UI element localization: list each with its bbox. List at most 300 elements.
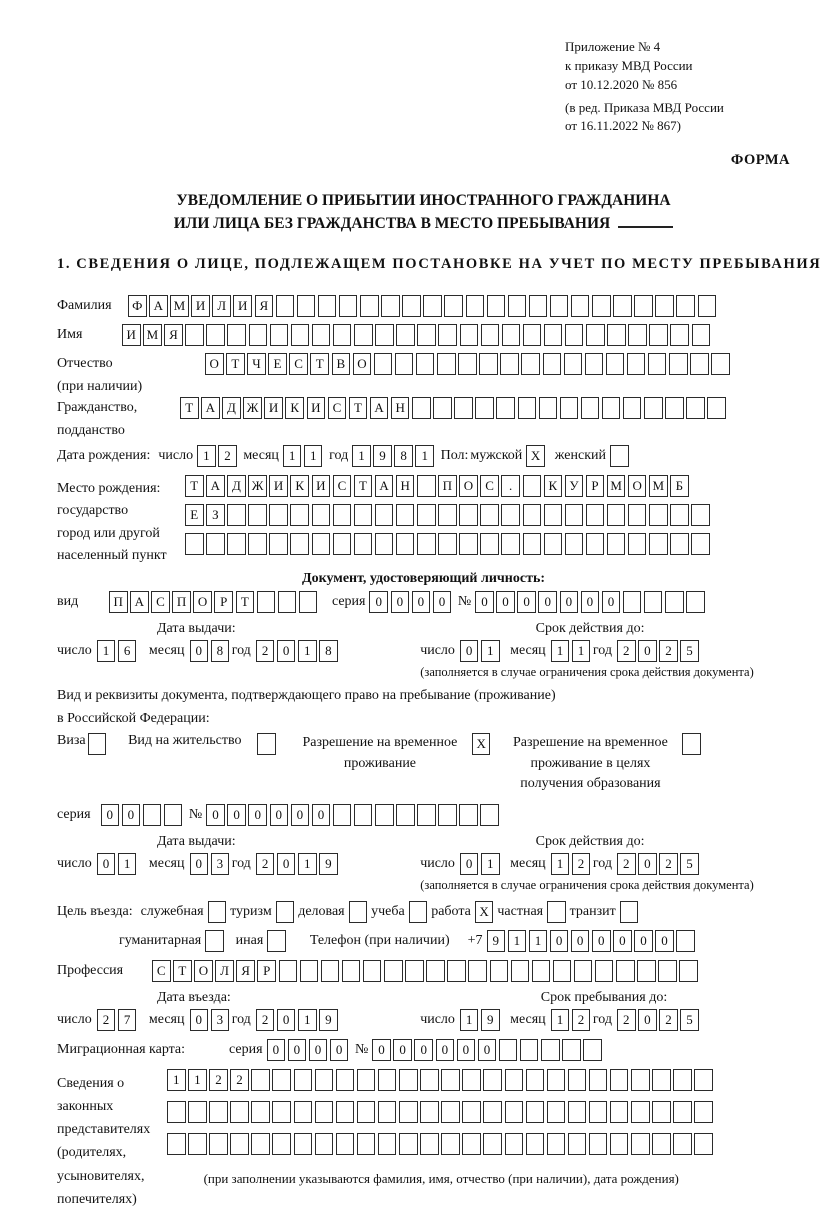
char-cell[interactable] [272,1069,291,1091]
char-cell[interactable] [475,397,494,419]
birthdate-year-cells[interactable] [352,445,436,467]
residence-permit-checkbox[interactable] [257,733,276,755]
char-cell[interactable] [417,475,436,497]
char-cell[interactable] [501,533,520,555]
char-cell[interactable]: 0 [369,591,388,613]
char-cell[interactable]: Е [268,353,287,375]
char-cell[interactable] [342,960,361,982]
char-cell[interactable] [637,960,656,982]
char-cell[interactable] [649,504,668,526]
char-cell[interactable] [441,1133,460,1155]
char-cell[interactable] [459,804,478,826]
char-cell[interactable] [526,1133,545,1155]
char-cell[interactable] [589,1101,608,1123]
char-cell[interactable] [227,533,246,555]
sex-female-checkbox[interactable] [610,445,629,467]
char-cell[interactable]: 3 [211,853,230,875]
char-cell[interactable]: Д [227,475,246,497]
stay-day-cells[interactable] [460,1009,502,1031]
entry-year-cells[interactable] [256,1009,340,1031]
char-cell[interactable] [437,353,456,375]
migration-number-cells[interactable] [372,1039,604,1061]
char-cell[interactable]: 1 [188,1069,207,1091]
char-cell[interactable] [652,1069,671,1091]
char-cell[interactable] [399,1101,418,1123]
char-cell[interactable] [627,353,646,375]
char-cell[interactable] [336,1101,355,1123]
char-cell[interactable] [670,533,689,555]
char-cell[interactable]: 0 [638,640,657,662]
char-cell[interactable] [312,324,331,346]
char-cell[interactable]: 0 [581,591,600,613]
char-cell[interactable] [336,1133,355,1155]
char-cell[interactable]: И [307,397,326,419]
char-cell[interactable]: 0 [571,930,590,952]
char-cell[interactable]: 0 [496,591,515,613]
char-cell[interactable] [336,1069,355,1091]
char-cell[interactable] [360,295,379,317]
char-cell[interactable] [568,1069,587,1091]
char-cell[interactable]: 0 [393,1039,412,1061]
char-cell[interactable] [610,1101,629,1123]
char-cell[interactable] [405,960,424,982]
char-cell[interactable] [655,295,674,317]
char-cell[interactable] [568,1101,587,1123]
char-cell[interactable]: 2 [230,1069,249,1091]
char-cell[interactable] [270,324,289,346]
char-cell[interactable]: 0 [517,591,536,613]
char-cell[interactable]: 9 [481,1009,500,1031]
char-cell[interactable]: А [149,295,168,317]
char-cell[interactable] [679,960,698,982]
char-cell[interactable] [423,295,442,317]
char-cell[interactable]: 0 [655,930,674,952]
char-cell[interactable]: Ч [247,353,266,375]
char-cell[interactable] [483,1133,502,1155]
char-cell[interactable] [315,1133,334,1155]
char-cell[interactable]: И [122,324,141,346]
char-cell[interactable] [589,1069,608,1091]
purpose-other-checkbox[interactable] [267,930,286,952]
char-cell[interactable]: 7 [118,1009,137,1031]
birthplace-cells-row2[interactable] [185,504,712,526]
char-cell[interactable]: 0 [312,804,331,826]
char-cell[interactable] [462,1069,481,1091]
char-cell[interactable]: В [332,353,351,375]
char-cell[interactable] [417,533,436,555]
char-cell[interactable] [438,504,457,526]
char-cell[interactable] [227,324,246,346]
char-cell[interactable] [539,397,558,419]
residence-valid-year-cells[interactable] [617,853,701,875]
char-cell[interactable] [623,591,642,613]
char-cell[interactable]: 0 [613,930,632,952]
char-cell[interactable] [291,324,310,346]
char-cell[interactable]: 2 [218,445,237,467]
char-cell[interactable] [658,960,677,982]
residence-valid-month-cells[interactable] [551,853,593,875]
purpose-commercial-checkbox[interactable] [349,901,368,923]
char-cell[interactable]: Б [670,475,689,497]
char-cell[interactable] [565,324,584,346]
representatives-cells-row2[interactable] [167,1101,715,1123]
char-cell[interactable] [248,504,267,526]
migration-series-cells[interactable] [267,1039,351,1061]
char-cell[interactable] [420,1069,439,1091]
char-cell[interactable] [631,1069,650,1091]
purpose-private-checkbox[interactable] [547,901,566,923]
birthdate-month-cells[interactable] [283,445,325,467]
char-cell[interactable] [294,1133,313,1155]
char-cell[interactable] [610,1069,629,1091]
char-cell[interactable] [523,475,542,497]
char-cell[interactable]: М [607,475,626,497]
stay-month-cells[interactable] [551,1009,593,1031]
char-cell[interactable] [669,353,688,375]
char-cell[interactable] [375,804,394,826]
char-cell[interactable] [417,324,436,346]
char-cell[interactable] [628,504,647,526]
char-cell[interactable] [565,533,584,555]
char-cell[interactable]: 9 [319,1009,338,1031]
char-cell[interactable]: 0 [457,1039,476,1061]
char-cell[interactable] [354,324,373,346]
char-cell[interactable] [269,504,288,526]
char-cell[interactable] [209,1101,228,1123]
char-cell[interactable]: О [628,475,647,497]
representatives-cells-row1[interactable] [167,1069,715,1091]
char-cell[interactable] [459,533,478,555]
char-cell[interactable]: 0 [190,1009,209,1031]
char-cell[interactable]: 1 [167,1069,186,1091]
char-cell[interactable] [544,504,563,526]
char-cell[interactable] [279,960,298,982]
char-cell[interactable] [333,804,352,826]
char-cell[interactable] [357,1101,376,1123]
char-cell[interactable] [665,591,684,613]
char-cell[interactable] [487,295,506,317]
char-cell[interactable]: 0 [267,1039,286,1061]
char-cell[interactable] [602,397,621,419]
char-cell[interactable] [290,504,309,526]
char-cell[interactable] [490,960,509,982]
char-cell[interactable] [592,295,611,317]
char-cell[interactable]: 1 [352,445,371,467]
char-cell[interactable] [505,1133,524,1155]
char-cell[interactable] [269,533,288,555]
char-cell[interactable]: 1 [283,445,302,467]
char-cell[interactable] [278,591,297,613]
char-cell[interactable] [628,324,647,346]
char-cell[interactable] [257,591,276,613]
char-cell[interactable] [357,1069,376,1091]
char-cell[interactable]: 2 [256,1009,275,1031]
char-cell[interactable]: И [233,295,252,317]
phone-cells[interactable] [487,930,698,952]
char-cell[interactable] [690,353,709,375]
char-cell[interactable] [574,960,593,982]
char-cell[interactable]: 0 [277,1009,296,1031]
char-cell[interactable]: 0 [206,804,225,826]
representatives-cells-row3[interactable] [167,1133,715,1155]
char-cell[interactable]: 0 [538,591,557,613]
char-cell[interactable] [543,353,562,375]
purpose-study-checkbox[interactable] [409,901,428,923]
char-cell[interactable] [616,960,635,982]
char-cell[interactable]: И [191,295,210,317]
birthplace-cells-row3[interactable] [185,533,712,555]
char-cell[interactable] [438,804,457,826]
char-cell[interactable]: А [375,475,394,497]
char-cell[interactable] [499,1039,518,1061]
char-cell[interactable] [670,504,689,526]
char-cell[interactable] [707,397,726,419]
purpose-business-checkbox[interactable] [208,901,227,923]
char-cell[interactable] [649,324,668,346]
char-cell[interactable] [479,353,498,375]
char-cell[interactable] [420,1133,439,1155]
char-cell[interactable] [523,533,542,555]
char-cell[interactable]: 5 [680,853,699,875]
char-cell[interactable]: 2 [256,853,275,875]
char-cell[interactable] [185,533,204,555]
id-issue-day-cells[interactable] [97,640,139,662]
char-cell[interactable]: 1 [118,853,137,875]
char-cell[interactable]: 1 [481,853,500,875]
char-cell[interactable]: 1 [460,1009,479,1031]
char-cell[interactable] [505,1101,524,1123]
char-cell[interactable]: Л [215,960,234,982]
char-cell[interactable]: 5 [680,1009,699,1031]
char-cell[interactable] [676,295,695,317]
char-cell[interactable] [438,324,457,346]
profession-cells[interactable] [152,960,700,982]
char-cell[interactable] [251,1101,270,1123]
char-cell[interactable]: М [649,475,668,497]
char-cell[interactable] [378,1069,397,1091]
char-cell[interactable] [354,533,373,555]
char-cell[interactable] [564,353,583,375]
char-cell[interactable] [381,295,400,317]
char-cell[interactable]: О [205,353,224,375]
char-cell[interactable] [143,804,162,826]
char-cell[interactable] [501,504,520,526]
char-cell[interactable] [480,804,499,826]
char-cell[interactable] [375,324,394,346]
visa-checkbox[interactable] [88,733,107,755]
char-cell[interactable] [447,960,466,982]
char-cell[interactable] [290,533,309,555]
char-cell[interactable] [396,804,415,826]
citizenship-cells[interactable] [180,397,728,419]
char-cell[interactable]: 0 [101,804,120,826]
char-cell[interactable] [553,960,572,982]
char-cell[interactable]: 0 [460,640,479,662]
char-cell[interactable]: 0 [414,1039,433,1061]
char-cell[interactable] [480,504,499,526]
char-cell[interactable] [496,397,515,419]
char-cell[interactable] [272,1101,291,1123]
char-cell[interactable] [167,1133,186,1155]
char-cell[interactable] [544,533,563,555]
char-cell[interactable] [589,1133,608,1155]
char-cell[interactable]: 5 [680,640,699,662]
char-cell[interactable] [607,504,626,526]
char-cell[interactable] [518,397,537,419]
char-cell[interactable] [417,804,436,826]
char-cell[interactable]: О [194,960,213,982]
char-cell[interactable] [276,295,295,317]
char-cell[interactable]: И [312,475,331,497]
char-cell[interactable] [312,504,331,526]
char-cell[interactable] [251,1133,270,1155]
char-cell[interactable] [560,397,579,419]
char-cell[interactable] [297,295,316,317]
char-cell[interactable] [526,1069,545,1091]
char-cell[interactable]: 1 [298,853,317,875]
char-cell[interactable]: 2 [209,1069,228,1091]
char-cell[interactable]: 2 [97,1009,116,1031]
char-cell[interactable]: Ж [243,397,262,419]
char-cell[interactable]: 2 [617,853,636,875]
char-cell[interactable]: 0 [291,804,310,826]
char-cell[interactable] [188,1101,207,1123]
stay-year-cells[interactable] [617,1009,701,1031]
char-cell[interactable]: 0 [288,1039,307,1061]
char-cell[interactable]: 0 [638,853,657,875]
char-cell[interactable]: З [206,504,225,526]
char-cell[interactable]: Т [185,475,204,497]
char-cell[interactable] [670,324,689,346]
char-cell[interactable]: Т [180,397,199,419]
char-cell[interactable]: 0 [475,591,494,613]
char-cell[interactable]: 1 [415,445,434,467]
char-cell[interactable]: 0 [478,1039,497,1061]
char-cell[interactable]: 0 [122,804,141,826]
char-cell[interactable]: 6 [118,640,137,662]
char-cell[interactable]: 0 [97,853,116,875]
char-cell[interactable] [164,804,183,826]
char-cell[interactable] [294,1069,313,1091]
residence-series-cells[interactable] [101,804,185,826]
char-cell[interactable] [468,960,487,982]
char-cell[interactable]: 0 [638,1009,657,1031]
char-cell[interactable] [188,1133,207,1155]
char-cell[interactable]: 0 [330,1039,349,1061]
id-valid-day-cells[interactable] [460,640,502,662]
char-cell[interactable] [644,397,663,419]
char-cell[interactable]: 1 [197,445,216,467]
char-cell[interactable] [375,533,394,555]
char-cell[interactable] [294,1101,313,1123]
char-cell[interactable] [500,353,519,375]
char-cell[interactable] [631,1101,650,1123]
char-cell[interactable] [444,295,463,317]
char-cell[interactable] [375,504,394,526]
char-cell[interactable] [333,324,352,346]
char-cell[interactable] [458,353,477,375]
char-cell[interactable]: С [152,960,171,982]
char-cell[interactable] [420,1101,439,1123]
char-cell[interactable] [459,504,478,526]
char-cell[interactable] [206,324,225,346]
char-cell[interactable]: 2 [659,640,678,662]
char-cell[interactable]: 0 [433,591,452,613]
id-valid-year-cells[interactable] [617,640,701,662]
char-cell[interactable]: У [565,475,584,497]
char-cell[interactable]: 0 [634,930,653,952]
residence-number-cells[interactable] [206,804,501,826]
char-cell[interactable]: 1 [304,445,323,467]
char-cell[interactable] [613,295,632,317]
sex-male-checkbox[interactable]: X [526,445,545,467]
char-cell[interactable] [312,533,331,555]
char-cell[interactable] [480,533,499,555]
char-cell[interactable]: 1 [298,640,317,662]
char-cell[interactable] [673,1133,692,1155]
char-cell[interactable]: А [370,397,389,419]
char-cell[interactable] [634,295,653,317]
char-cell[interactable]: К [290,475,309,497]
id-doc-type-cells[interactable] [109,591,320,613]
char-cell[interactable]: Р [214,591,233,613]
char-cell[interactable]: 2 [572,853,591,875]
char-cell[interactable]: С [289,353,308,375]
char-cell[interactable]: 0 [270,804,289,826]
char-cell[interactable] [426,960,445,982]
char-cell[interactable]: 0 [277,640,296,662]
name-cells[interactable] [122,324,713,346]
char-cell[interactable] [339,295,358,317]
char-cell[interactable]: 0 [436,1039,455,1061]
char-cell[interactable] [694,1101,713,1123]
char-cell[interactable] [315,1069,334,1091]
char-cell[interactable] [402,295,421,317]
char-cell[interactable] [586,324,605,346]
char-cell[interactable]: С [333,475,352,497]
char-cell[interactable] [583,1039,602,1061]
char-cell[interactable] [586,533,605,555]
char-cell[interactable]: 1 [97,640,116,662]
char-cell[interactable] [595,960,614,982]
char-cell[interactable] [565,504,584,526]
char-cell[interactable]: А [130,591,149,613]
char-cell[interactable] [676,930,695,952]
birthdate-day-cells[interactable] [197,445,239,467]
char-cell[interactable]: Д [222,397,241,419]
char-cell[interactable]: 2 [659,853,678,875]
char-cell[interactable]: Т [173,960,192,982]
char-cell[interactable]: О [193,591,212,613]
id-issue-month-cells[interactable] [190,640,232,662]
char-cell[interactable]: . [501,475,520,497]
char-cell[interactable]: Т [349,397,368,419]
char-cell[interactable] [378,1101,397,1123]
char-cell[interactable]: 8 [211,640,230,662]
purpose-work-checkbox[interactable]: X [475,901,494,923]
char-cell[interactable] [209,1133,228,1155]
char-cell[interactable]: О [459,475,478,497]
char-cell[interactable]: Я [255,295,274,317]
char-cell[interactable]: 1 [551,1009,570,1031]
char-cell[interactable]: 9 [319,853,338,875]
char-cell[interactable]: 0 [227,804,246,826]
char-cell[interactable]: 0 [190,853,209,875]
char-cell[interactable]: 9 [487,930,506,952]
char-cell[interactable]: Н [391,397,410,419]
char-cell[interactable] [272,1133,291,1155]
char-cell[interactable] [185,324,204,346]
